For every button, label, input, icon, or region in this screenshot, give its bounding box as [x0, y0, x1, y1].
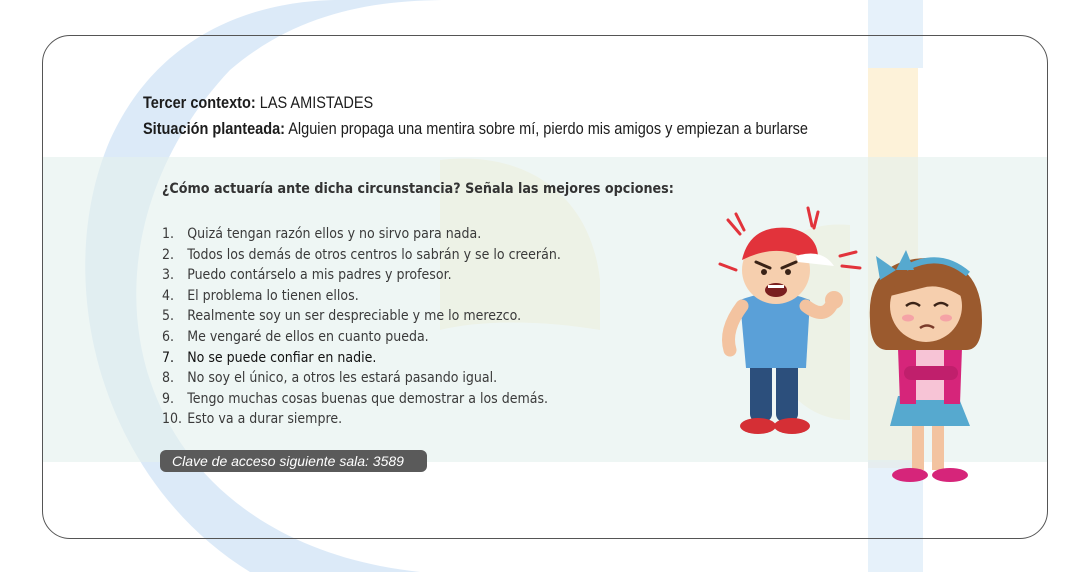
list-item: 9. Tengo muchas cosas buenas que demostrar a los demás.: [162, 390, 549, 407]
situation-line: [143, 116, 808, 142]
situation-value: Alguien propaga una mentira sobre mí, pierdo mis amigos y empiezan a burlarse: [288, 120, 809, 138]
list-item: 10. Esto va a durar siempre.: [162, 411, 343, 428]
context-label: Tercer contexto:: [143, 94, 256, 112]
options-list: [162, 224, 605, 430]
list-item: 5. Realmente soy un ser despreciable y me lo merezco.: [162, 308, 522, 325]
list-item: 7. No se puede confiar en nadie.: [162, 349, 377, 366]
list-item: 3. Puedo contárselo a mis padres y profesor.: [162, 267, 452, 284]
header: [143, 90, 899, 142]
angry-boy-illustration: [720, 208, 860, 434]
list-item: 8. No soy el único, a otros les estará pasando igual.: [162, 370, 498, 387]
list-item: 2. Todos los demás de otros centros lo sabrán y se lo creerán.: [162, 246, 561, 263]
question-heading: ¿Cómo actuaría ante dicha circunstancia? Señala las mejores opciones:: [162, 181, 674, 197]
list-item: 6. Me vengaré de ellos en cuanto pueda.: [162, 328, 429, 345]
context-value: LAS AMISTADES: [259, 94, 374, 112]
access-key-badge: Clave de acceso siguiente sala: 3589: [160, 450, 427, 472]
list-item: 4. El problema lo tienen ellos.: [162, 287, 359, 304]
list-item: 1. Quizá tengan razón ellos y no sirvo para nada.: [162, 226, 482, 242]
kids-illustration: [700, 200, 1000, 490]
context-line: [143, 90, 808, 116]
situation-label: Situación planteada:: [143, 120, 285, 138]
sad-girl-illustration: [870, 250, 982, 482]
